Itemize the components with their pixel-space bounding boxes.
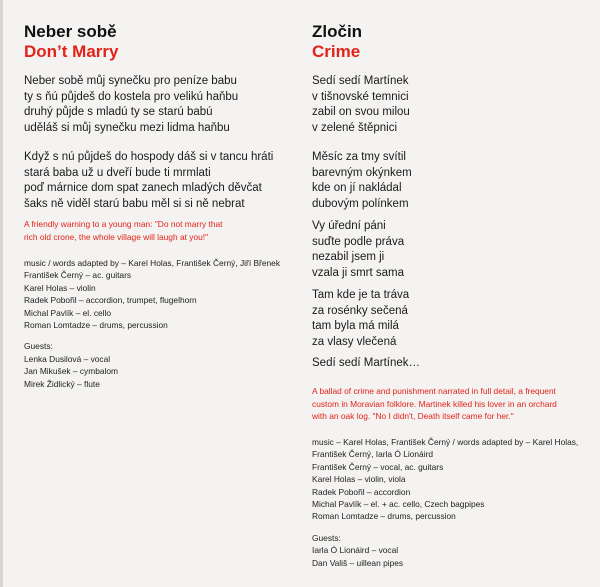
guest-line: Jan Mikušek – cymbalom: [24, 366, 119, 377]
lyric-line: druhý půjde s mladú ty se starú babú: [24, 106, 213, 118]
credit-line: František Černý, Iarla Ó Lionáird: [312, 449, 434, 460]
song-title-english: Crime: [312, 42, 361, 61]
song-title-czech: Neber sobě: [24, 22, 117, 41]
lyric-line: suďte podle práva: [312, 235, 405, 248]
song-title-english: Don’t Marry: [24, 42, 119, 61]
lyric-line: dubovým polínkem: [312, 197, 409, 210]
lyric-line: Neber sobě můj synečku pro peníze babu: [24, 75, 237, 87]
lyrics-stanza-1: [24, 74, 238, 136]
credit-line: Radek Pobořil – accordion: [312, 486, 411, 497]
credit-line: Michal Pavlík – el. cello: [24, 307, 112, 318]
description-line: rich old crone, the whole village will laugh at you!": [24, 231, 209, 242]
guest-line: Iarla Ó Lionáird – vocal: [312, 545, 399, 556]
credit-line: music / words adapted by – Karel Holas, František Černý, Jiří Břenek: [24, 258, 281, 268]
lyrics-stanza-3: [312, 219, 404, 281]
lyric-line: Sedí sedí Martínek…: [312, 357, 421, 369]
song-description: [312, 385, 557, 423]
song-description: [24, 218, 223, 243]
lyrics-stanza-2: [24, 150, 273, 212]
lyric-line: nezabil jsem ji: [312, 251, 385, 263]
credit-line: Karel Holas – violin, viola: [312, 474, 406, 485]
credits-spacer: [312, 523, 578, 532]
lyric-line: Když s nú půjdeš do hospody dáš si v tancu hráti: [24, 151, 274, 163]
lyric-line: Měsíc za tmy svítil: [312, 151, 406, 163]
lyric-line: Tam kde je ta tráva: [312, 289, 410, 301]
lyric-line: uděláš si můj synečku mezi lidma haňbu: [24, 121, 230, 134]
guest-line: Dan Vališ – uillean pipes: [312, 557, 404, 568]
guests-label: Guests:: [312, 532, 341, 543]
lyric-line: v zelené štěpnici: [312, 121, 398, 134]
lyric-line: poď márnice dom spat zanech mladých děvčat: [24, 182, 262, 194]
guest-line: Mirek Židlický – flute: [24, 378, 100, 389]
credit-line: Michal Pavlík – el. + ac. cello, Czech bagpipes: [312, 499, 485, 510]
credit-line: Radek Pobořil – accordion, trumpet, flugelhorn: [24, 295, 197, 306]
lyric-line: kde on jí nakládal: [312, 182, 402, 194]
credits-spacer: [24, 331, 280, 340]
lyric-line: zabil on svou milou: [312, 106, 410, 118]
description-line: custom in Moravian folklore. Martinek killed his lover in an orchard: [312, 398, 557, 409]
lyrics-refrain: [312, 356, 420, 372]
lyric-line: Vy úřední páni: [312, 220, 386, 232]
credit-line: František Černý – vocal, ac. guitars: [312, 461, 444, 472]
credit-line: Roman Lomtadze – drums, percussion: [24, 320, 168, 331]
lyric-line: barevným okýnkem: [312, 166, 412, 179]
description-line: A friendly warning to a young man: "Do not marry that: [24, 219, 223, 229]
guest-line: Lenka Dusilová – vocal: [24, 353, 111, 364]
lyrics-stanza-1: [312, 74, 410, 136]
credits-list: [24, 257, 280, 390]
page-edge-shadow: [0, 0, 3, 587]
credits-list: [312, 436, 578, 569]
lyric-line: vzala ji smrt sama: [312, 266, 405, 279]
lyric-line: v tišnovské temnici: [312, 90, 409, 103]
lyric-line: šaks ně viděl starú babu měl si si ně nebrat: [24, 197, 245, 210]
lyric-line: ty s ňú půjdeš do kostela pro velikú haňbu: [24, 90, 239, 103]
lyric-line: stará baba už u dveří bude ti mrmlati: [24, 166, 211, 179]
credit-line: Karel Holas – violin: [24, 282, 96, 293]
credit-line: music – Karel Holas, František Černý / words adapted by – Karel Holas,: [312, 437, 579, 447]
description-line: A ballad of crime and punishment narrated in full detail, a frequent: [312, 386, 556, 396]
lyrics-stanza-4: [312, 288, 409, 350]
lyric-line: tam byla má milá: [312, 320, 399, 332]
song-title-czech: Zločin: [312, 22, 363, 41]
description-line: with an oak log. "No I didn't, Death itself came for her.": [312, 411, 514, 421]
lyrics-stanza-2: [312, 150, 412, 212]
lyric-line: za rosénky sečená: [312, 304, 408, 317]
guests-label: Guests:: [24, 341, 53, 352]
lyric-line: za vlasy vlečená: [312, 335, 397, 348]
credit-line: František Černý – ac. guitars: [24, 270, 132, 281]
lyric-line: Sedí sedí Martínek: [312, 75, 409, 87]
credit-line: Roman Lomtadze – drums, percussion: [312, 511, 456, 522]
